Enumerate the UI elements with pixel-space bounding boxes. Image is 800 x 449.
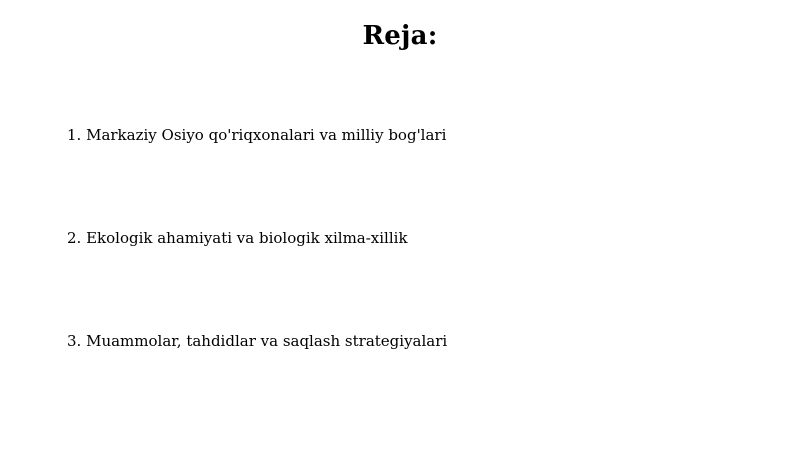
slide-title: Reja: <box>362 21 438 51</box>
plan-item-1: 1. Markaziy Osiyo qo'riqxonalari va milliy bog'lari <box>67 126 447 144</box>
plan-item-3: 3. Muammolar, tahdidlar va saqlash strategiyalari <box>67 332 448 350</box>
plan-item-2: 2. Ekologik ahamiyati va biologik xilma-xillik <box>67 229 408 247</box>
